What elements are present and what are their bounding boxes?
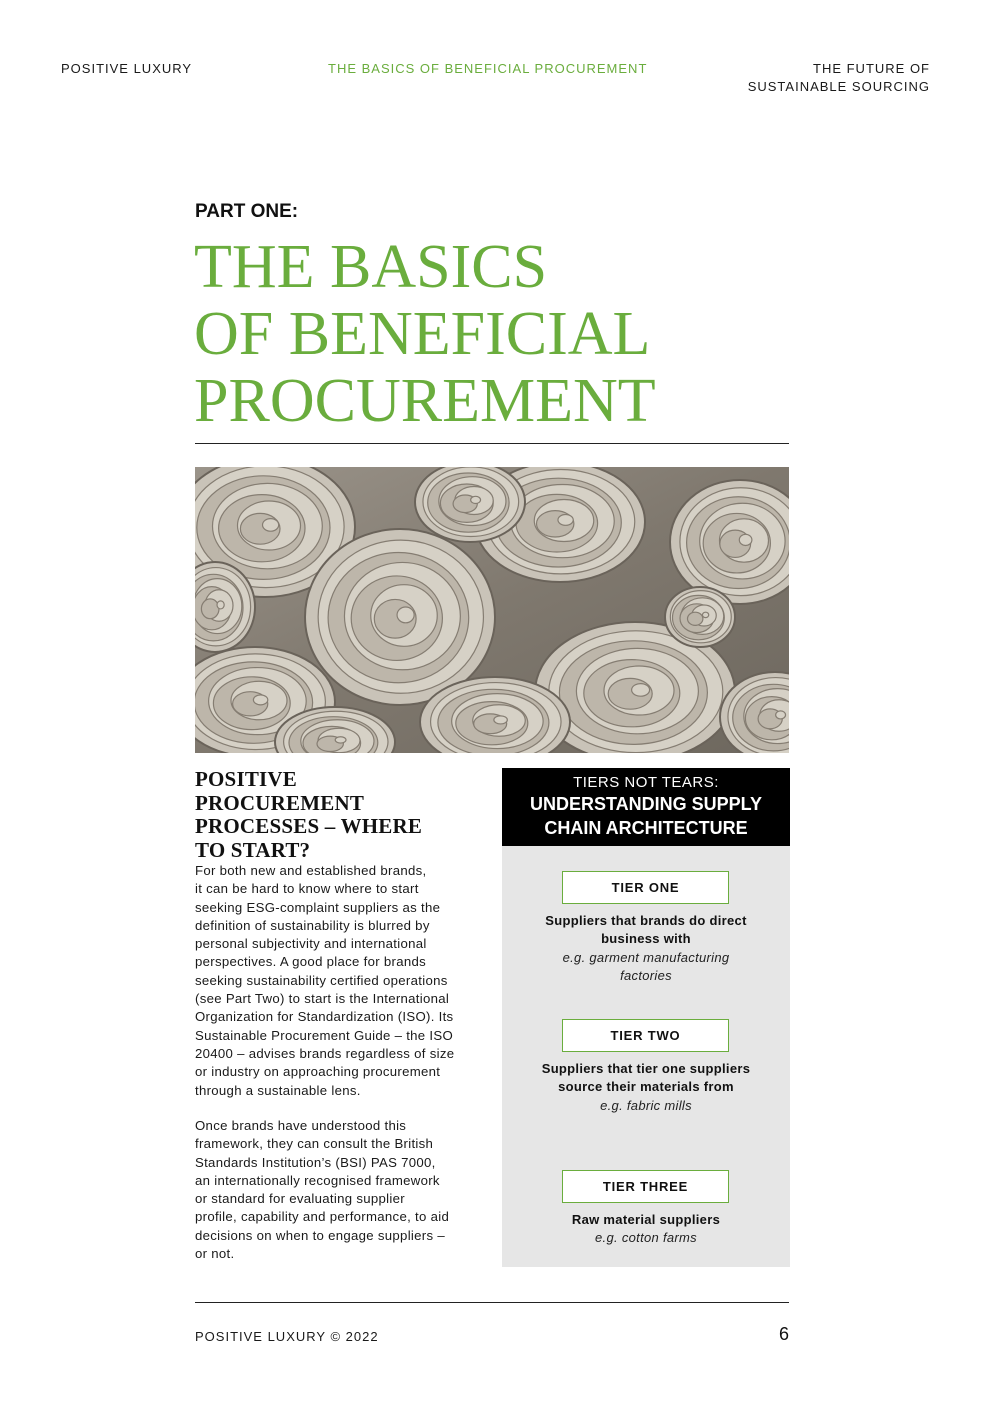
article-paragraph-2 bbox=[195, 1117, 485, 1263]
page-title-line: PROCUREMENT bbox=[194, 367, 656, 435]
header-report-title bbox=[748, 60, 930, 96]
paragraph-line: framework, they can consult the British bbox=[195, 1136, 434, 1152]
panel-title-line: CHAIN ARCHITECTURE bbox=[544, 818, 748, 838]
footer-copyright: POSITIVE LUXURY © 2022 bbox=[195, 1329, 379, 1344]
page-title-line: OF BENEFICIAL bbox=[194, 300, 651, 368]
tier-description-line: business with bbox=[601, 931, 691, 946]
article-heading bbox=[195, 768, 485, 862]
tier-description-line: Suppliers that brands do direct bbox=[545, 913, 747, 928]
page-number: 6 bbox=[778, 1324, 789, 1344]
supply-chain-panel bbox=[502, 768, 790, 1267]
paragraph-line: personal subjectivity and international bbox=[195, 936, 427, 952]
tier-one-label: TIER ONE bbox=[562, 871, 729, 904]
paragraph-line: or not. bbox=[195, 1246, 235, 1262]
tier-three-label: TIER THREE bbox=[562, 1170, 729, 1203]
paragraph-line: Organization for Standardization (ISO). Its bbox=[195, 1009, 454, 1025]
paragraph-line: perspectives. A good place for brands bbox=[195, 954, 427, 970]
paragraph-line: or standard for evaluating supplier bbox=[195, 1191, 405, 1207]
paragraph-line: Sustainable Procurement Guide – the ISO bbox=[195, 1027, 454, 1043]
paragraph-line: or industry on approaching procurement bbox=[195, 1064, 441, 1080]
panel-title-line: UNDERSTANDING SUPPLY bbox=[529, 794, 763, 814]
tier-description-line: source their materials from bbox=[558, 1079, 734, 1094]
tier-description-line: Suppliers that tier one suppliers bbox=[541, 1061, 751, 1076]
tier-one-description bbox=[516, 912, 776, 948]
paragraph-line: Standards Institution’s (BSI) PAS 7000, bbox=[195, 1154, 436, 1170]
rolled-fabric-photo bbox=[195, 467, 789, 753]
tier-three-example bbox=[526, 1229, 766, 1247]
page-title-line: THE BASICS bbox=[194, 233, 548, 301]
tier-two-description bbox=[516, 1060, 776, 1096]
paragraph-line: seeking sustainability certified operations bbox=[195, 972, 448, 988]
tier-two-label: TIER TWO bbox=[562, 1019, 729, 1052]
tier-two-example bbox=[526, 1097, 766, 1115]
article-heading-line: PROCUREMENT bbox=[195, 790, 365, 815]
tier-one-example bbox=[526, 949, 766, 985]
tier-three-description bbox=[516, 1211, 776, 1229]
header-brand: POSITIVE LUXURY bbox=[61, 61, 193, 76]
paragraph-line: For both new and established brands, bbox=[195, 863, 427, 878]
part-label: PART ONE: bbox=[195, 201, 299, 222]
header-section-title: THE BASICS OF BENEFICIAL PROCUREMENT bbox=[328, 61, 648, 76]
divider-bottom bbox=[195, 1302, 789, 1303]
tier-example-line: e.g. fabric mills bbox=[600, 1098, 692, 1113]
paragraph-line: definition of sustainability is blurred by bbox=[195, 917, 430, 933]
paragraph-line: through a sustainable lens. bbox=[195, 1082, 361, 1098]
article-heading-line: POSITIVE bbox=[195, 767, 297, 791]
tier-example-line: e.g. garment manufacturing bbox=[562, 950, 730, 965]
article-paragraph-1 bbox=[195, 862, 485, 1100]
page-title bbox=[194, 234, 794, 435]
panel-subtitle: TIERS NOT TEARS: bbox=[573, 774, 719, 791]
tier-example-line: factories bbox=[620, 968, 672, 983]
header-report-line2: SUSTAINABLE SOURCING bbox=[747, 79, 930, 94]
paragraph-line: Once brands have understood this bbox=[195, 1118, 407, 1133]
paragraph-line: (see Part Two) to start is the International bbox=[195, 991, 450, 1007]
paragraph-line: profile, capability and performance, to aid bbox=[195, 1209, 450, 1225]
divider-top bbox=[195, 443, 789, 444]
paragraph-line: it can be hard to know where to start bbox=[195, 881, 419, 897]
article-heading-line: PROCESSES – WHERE bbox=[195, 814, 423, 838]
paragraph-line: an internationally recognised framework bbox=[195, 1172, 440, 1188]
header-report-line1: THE FUTURE OF bbox=[813, 61, 930, 76]
tier-example-line: e.g. cotton farms bbox=[595, 1230, 697, 1245]
tier-description-line: Raw material suppliers bbox=[571, 1212, 721, 1227]
article-heading-line: TO START? bbox=[195, 837, 311, 862]
paragraph-line: decisions on when to engage suppliers – bbox=[195, 1227, 445, 1243]
panel-header bbox=[502, 768, 790, 846]
paragraph-line: 20400 – advises brands regardless of size bbox=[195, 1045, 455, 1061]
paragraph-line: seeking ESG-complaint suppliers as the bbox=[195, 899, 441, 915]
